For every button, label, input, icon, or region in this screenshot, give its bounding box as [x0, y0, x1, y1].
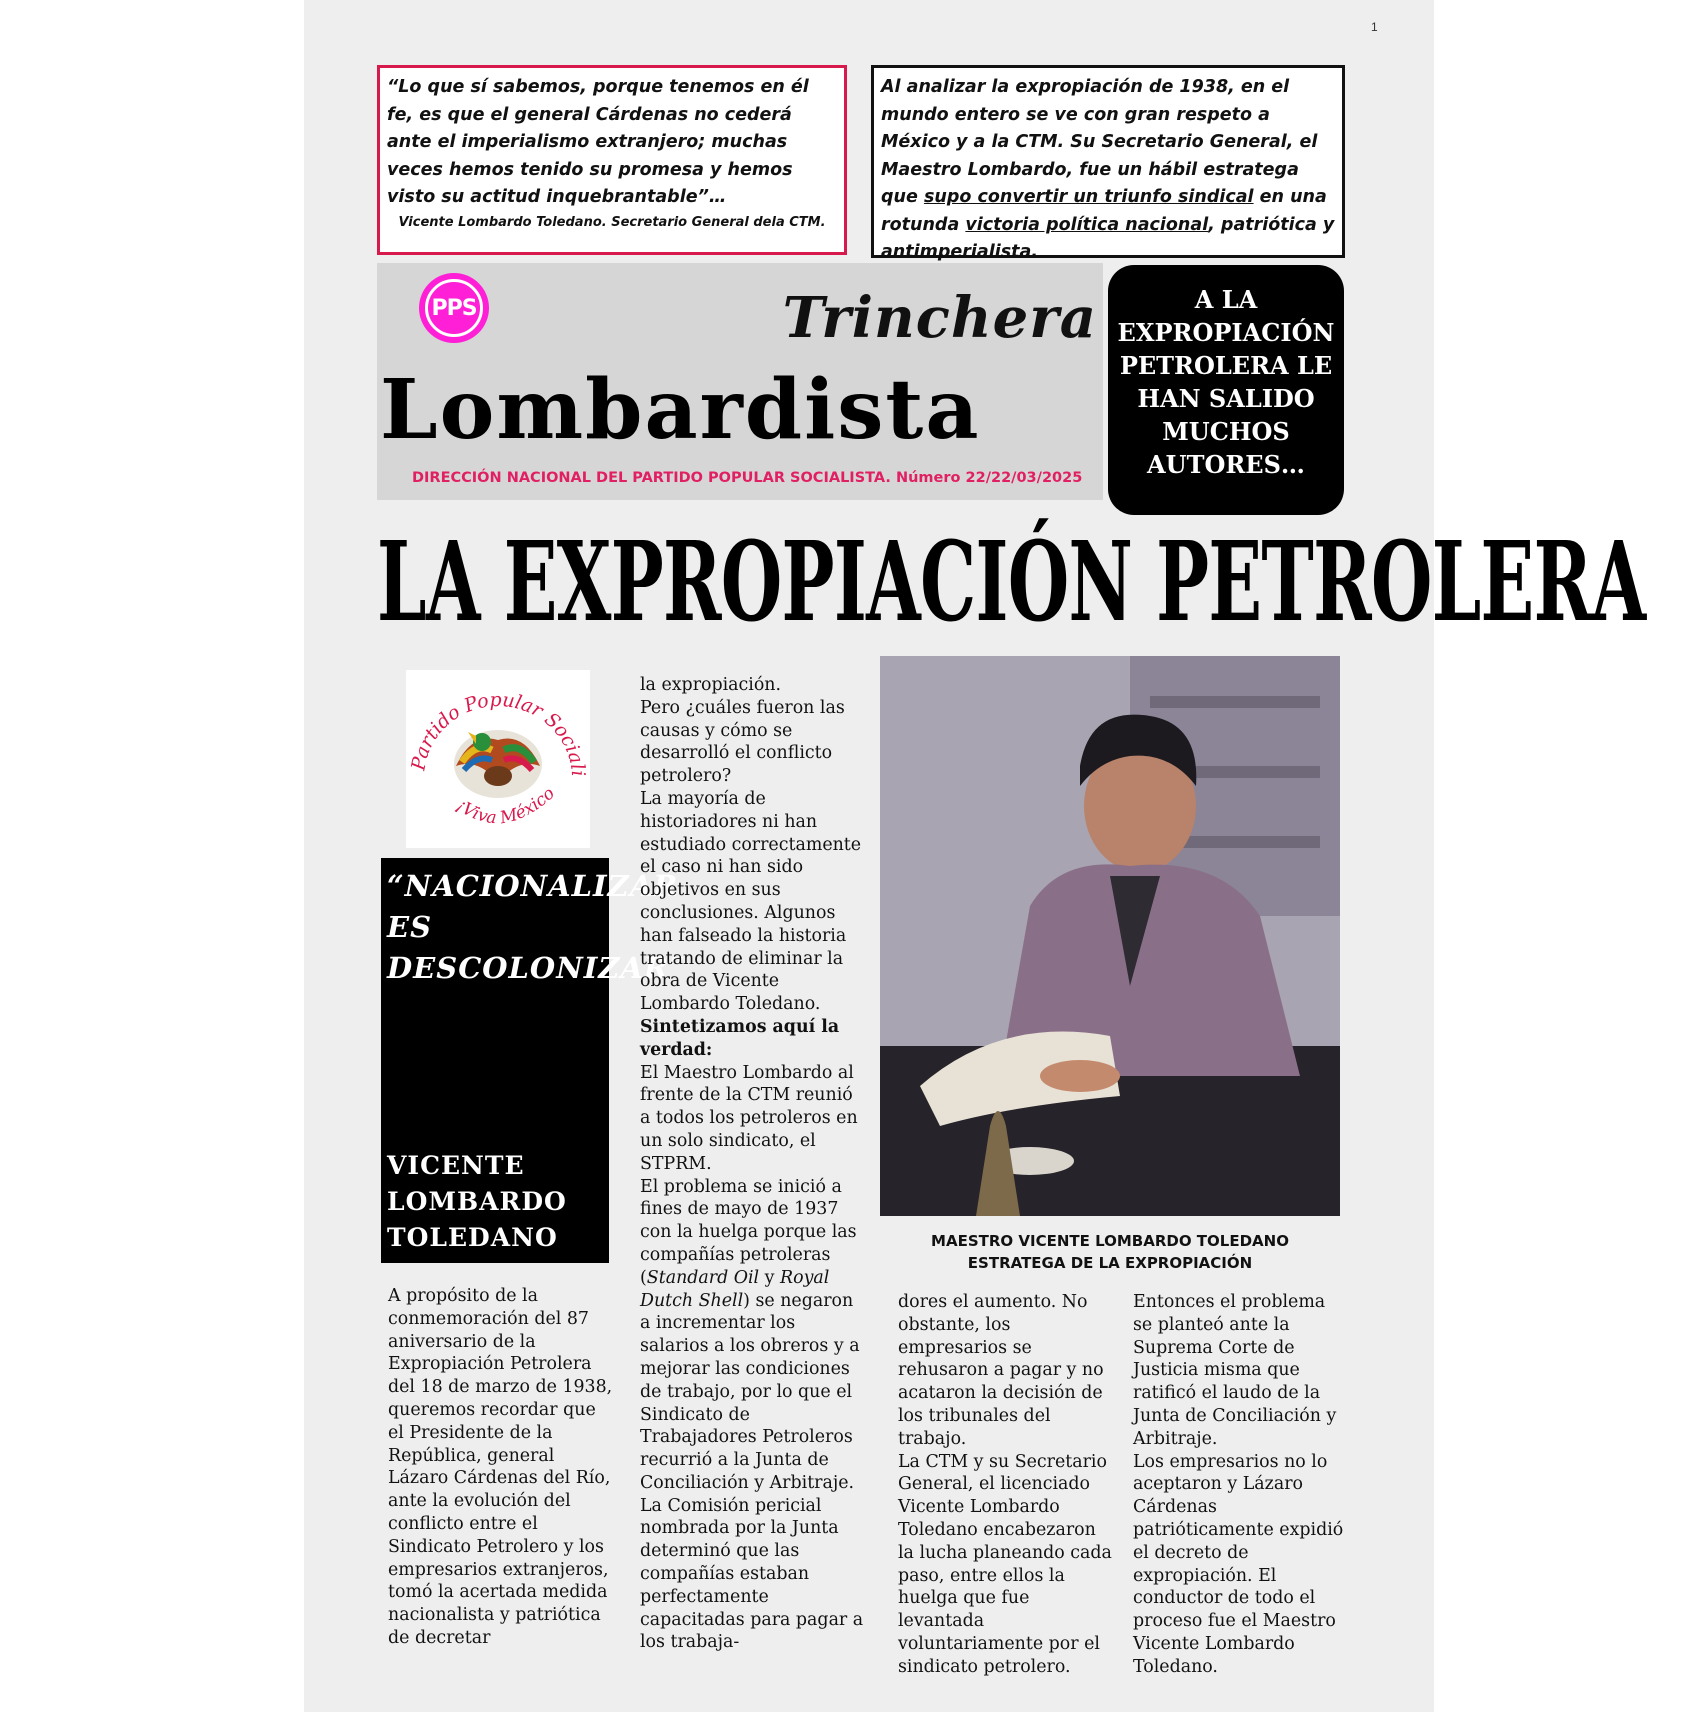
column-2-para-4: El Maestro Lombardo al frente de la CTM reunió a todos los petroleros en un solo sindicato, el STPRM. — [640, 1062, 858, 1174]
column-2-bold-heading: Sintetizamos aquí la verdad: — [640, 1016, 840, 1060]
pps-logo — [419, 273, 489, 343]
column-2-para-2: Pero ¿cuáles fueron las causas y cómo se desarrolló el conflicto petrolero? — [640, 697, 845, 787]
slogan-text: “NACIONALIZAR ES DESCOLONIZAR” — [387, 869, 686, 985]
portrait-photo — [880, 656, 1340, 1216]
photo-caption — [880, 1230, 1340, 1274]
column-4-para-1: Entonces el problema se planteó ante la Suprema Corte de Justicia misma que ratificó el laudo de la Junta de Conciliación y Arbitraje. — [1133, 1292, 1337, 1449]
masthead-title-main: Lombardista — [380, 362, 981, 458]
quote-text: “Lo que sí sabemos, porque tenemos en él fe, es que el general Cárdenas no cederá ante el imperialismo extranjero; muchas veces hemos tenido su promesa y hemos visto su actitud inquebrantable”… — [387, 77, 809, 207]
column-2-para-5a: El problema se inició a fines de mayo de 1937 con la huelga porque las compañías petroleras ( — [640, 1176, 857, 1288]
column-2-para-5b: y — [759, 1267, 781, 1288]
column-2-italic-1: Standard Oil — [646, 1267, 760, 1288]
column-2-para-1: la expropiación. — [640, 675, 782, 695]
column-2-para-5c: ) se negaron a incrementar los salarios a los obreros y a mejorar las condiciones de trabajo, por lo que el Sindicato de Trabajadores Petroleros recurrió a la Junta de Conciliación y Arbitraje. La Comisión pericial nombrada por la Junta determinó que las compañías estaban perfectamente capacitadas para pagar a los trabaja- — [640, 1290, 864, 1653]
slogan-box — [381, 858, 686, 1263]
headline: LA EXPROPIACIÓN PETROLERA — [377, 517, 1646, 646]
masthead-subtitle: DIRECCIÓN NACIONAL DEL PARTIDO POPULAR SOCIALISTA. Número 22/22/03/2025 — [412, 470, 1083, 486]
analysis-box — [871, 65, 1345, 262]
analysis-underline-1: supo convertir un triunfo sindical — [923, 187, 1254, 207]
quote-box — [377, 65, 847, 255]
slogan-author: VICENTE LOMBARDO TOLEDANO — [387, 1151, 567, 1252]
analysis-text-2: en una rotunda — [881, 187, 1327, 235]
article-column-1 — [388, 1285, 616, 1650]
photo-caption-line-2: ESTRATEGA DE LA EXPROPIACIÓN — [967, 1254, 1253, 1272]
man-reading-photo-icon — [880, 656, 1340, 1216]
article-column-3 — [898, 1291, 1112, 1679]
eagle-emblem-icon — [406, 670, 590, 848]
column-4-para-2: Los empresarios no lo aceptaron y Lázaro Cárdenas patrióticamente expidió el decreto de expropiación. El conductor de todo el proceso fue el Maestro Vicente Lombardo Toledano. — [1133, 1451, 1344, 1677]
eagle-icon — [454, 730, 542, 798]
emblem-arc-top: Partido Popular Sociali — [407, 688, 590, 778]
pps-logo-text: PPS — [425, 279, 483, 337]
sidebar-callout-text: A LA EXPROPIACIÓN PETROLERA LE HAN SALIDO MUCHOS AUTORES… — [1117, 285, 1335, 479]
party-emblem — [406, 670, 590, 848]
analysis-text-1: Al analizar la expropiación de 1938, en el mundo entero se ve con gran respeto a México y a la CTM. Su Secretario General, el Maestro Lombardo, fue un hábil estratega que — [881, 77, 1318, 207]
column-3-para-1: dores el aumento. No obstante, los empresarios se rehusaron a pagar y no acataron la decisión de los tribunales del trabajo. — [898, 1292, 1104, 1449]
emblem-arc-bottom: ¡Viva México — [452, 783, 559, 829]
column-2-para-5 — [640, 1176, 866, 1655]
article-column-2 — [640, 674, 866, 1654]
newspaper-page — [304, 0, 1646, 1712]
masthead — [377, 263, 1103, 500]
analysis-underline-2: victoria política nacional — [965, 214, 1209, 235]
photo-caption-line-1: MAESTRO VICENTE LOMBARDO TOLEDANO — [931, 1232, 1289, 1250]
column-2-para-3: La mayoría de historiadores ni han estudiado correctamente el caso ni han sido objetivos en sus conclusiones. Algunos han falseado la historia tratando de eliminar la obra de Vicente Lombardo Toledano. — [640, 788, 862, 1015]
masthead-title-top: Trinchera — [782, 285, 1097, 351]
quote-author: Vicente Lombardo Toledano. Secretario General dela CTM. — [398, 214, 826, 230]
column-2-italic-2: Royal Dutch Shell — [640, 1267, 830, 1311]
column-1-text: A propósito de la conmemoración del 87 aniversario de la Expropiación Petrolera del 18 de marzo de 1938, queremos recordar que el Presidente de la República, general Lázaro Cárdenas del Río, ante la evolución del conflicto entre el Sindicato Petrolero y los empresarios extranjeros, tomó la acertada medida nacionalista y patriótica de decretar — [388, 1286, 613, 1648]
page-number: 1 — [1371, 20, 1378, 34]
article-column-4 — [1133, 1291, 1345, 1679]
analysis-text-3: , patriótica y antimperialista. — [881, 214, 1335, 262]
sidebar-callout — [1108, 265, 1344, 515]
column-3-para-2: La CTM y su Secretario General, el licenciado Vicente Lombardo Toledano encabezaron la lucha planeando cada paso, entre ellos la huelga que fue levantada voluntariamente por el sindicato petrolero. — [898, 1451, 1112, 1677]
